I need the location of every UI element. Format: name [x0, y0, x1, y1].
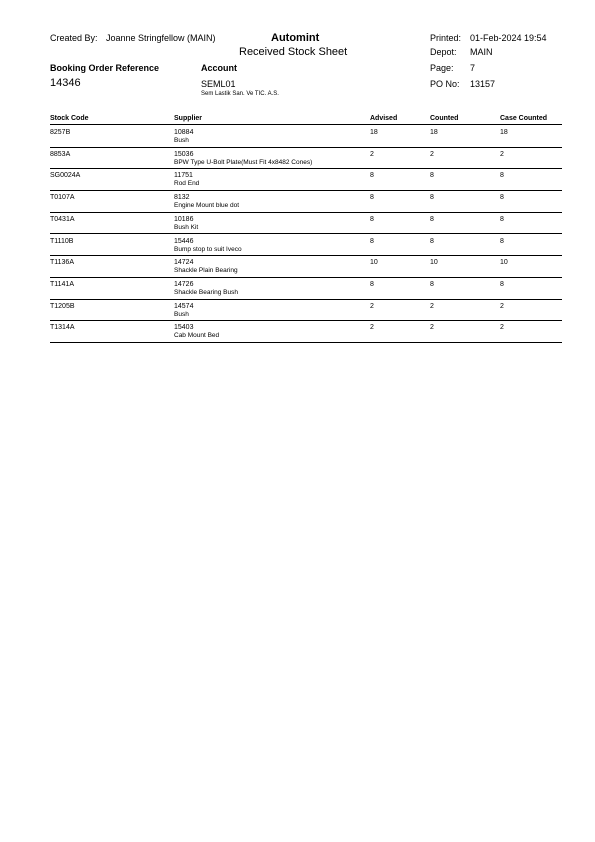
case-counted-cell: 8 [500, 280, 504, 288]
advised-cell: 8 [370, 194, 374, 202]
counted-cell: 10 [430, 259, 438, 267]
booking-ref-value: 14346 [50, 77, 81, 89]
case-counted-cell: 8 [500, 172, 504, 180]
col-case-counted: Case Counted [500, 115, 548, 122]
col-supplier: Supplier [174, 115, 203, 122]
supplier-cell: 11751 [174, 172, 193, 180]
po-label: PO No: [430, 79, 460, 89]
table-row [0, 148, 595, 170]
table-row [0, 278, 595, 300]
description-cell: BPW Type U-Bolt Plate(Must Fit 4x8482 Cones) [174, 158, 313, 166]
stock-code-cell: 8853A [50, 150, 71, 158]
supplier-cell: 14726 [174, 280, 194, 288]
case-counted-cell: 8 [500, 194, 504, 202]
case-counted-cell: 8 [500, 215, 504, 223]
table-row [0, 126, 595, 148]
supplier-cell: 15446 [174, 237, 194, 245]
row-divider [50, 342, 562, 343]
col-counted: Counted [430, 115, 459, 122]
stock-code-cell: T1314A [50, 324, 75, 332]
table-row [0, 213, 595, 235]
depot-label: Depot: [430, 47, 457, 57]
po-value: 13157 [470, 79, 496, 89]
counted-cell: 2 [430, 150, 434, 158]
table-row [0, 321, 595, 343]
advised-cell: 10 [370, 259, 378, 267]
case-counted-cell: 2 [500, 302, 504, 310]
page-label: Page: [430, 63, 454, 73]
supplier-cell: 15403 [174, 324, 194, 332]
supplier-cell: 10186 [174, 215, 194, 223]
counted-cell: 2 [430, 302, 434, 310]
description-cell: Bush [174, 137, 189, 144]
case-counted-cell: 8 [500, 237, 504, 245]
counted-cell: 2 [430, 324, 434, 332]
supplier-cell: 14574 [174, 302, 194, 310]
stock-code-cell: 8257B [50, 129, 71, 136]
counted-cell: 8 [430, 237, 434, 245]
description-cell: Bush [174, 310, 189, 318]
stock-code-cell: T1141A [50, 280, 74, 288]
stock-code-cell: T0431A [50, 215, 75, 223]
description-cell: Rod End [174, 180, 200, 188]
account-label: Account [201, 63, 237, 73]
case-counted-cell: 2 [500, 324, 504, 332]
counted-cell: 8 [430, 172, 434, 180]
stock-code-cell: T1205B [50, 302, 75, 310]
advised-cell: 8 [370, 172, 374, 180]
account-code: SEML01 [201, 79, 236, 89]
app-name: Automint [271, 32, 320, 44]
advised-cell: 8 [370, 237, 374, 245]
description-cell: Shackle Plain Bearing [174, 267, 238, 275]
table-row [0, 235, 595, 257]
table-row [0, 300, 595, 322]
description-cell: Bush Kit [174, 223, 199, 231]
created-by-label: Created By: [50, 33, 98, 43]
stock-code-cell: SG0024A [50, 172, 81, 180]
account-name: Sem Lastik San. Ve TIC. A.S. [201, 91, 279, 97]
sheet-title: Received Stock Sheet [239, 46, 348, 58]
case-counted-cell: 18 [500, 129, 508, 136]
advised-cell: 2 [370, 324, 374, 332]
depot-value: MAIN [470, 47, 493, 57]
printed-label: Printed: [430, 33, 462, 43]
col-advised: Advised [370, 115, 398, 122]
description-cell: Bump stop to suit Iveco [174, 245, 242, 253]
stock-code-cell: T1110B [50, 237, 74, 245]
printed-value: 01-Feb-2024 19:54 [470, 33, 547, 43]
table-row [0, 169, 595, 191]
advised-cell: 18 [370, 129, 378, 136]
advised-cell: 2 [370, 302, 374, 310]
advised-cell: 8 [370, 280, 374, 288]
page-value: 7 [470, 63, 476, 73]
stock-code-cell: T0107A [50, 194, 75, 202]
case-counted-cell: 10 [500, 259, 508, 267]
supplier-cell: 10884 [174, 129, 194, 136]
booking-ref-label: Booking Order Reference [50, 63, 160, 73]
description-cell: Cab Mount Bed [174, 332, 220, 340]
advised-cell: 8 [370, 215, 374, 223]
table-row [0, 256, 595, 278]
stock-code-cell: T1136A [50, 259, 74, 267]
advised-cell: 2 [370, 150, 374, 158]
case-counted-cell: 2 [500, 150, 504, 158]
header-divider [50, 124, 562, 125]
counted-cell: 8 [430, 194, 434, 202]
counted-cell: 8 [430, 215, 434, 223]
counted-cell: 18 [430, 129, 438, 136]
created-by-value: Joanne Stringfellow (MAIN) [106, 33, 216, 43]
supplier-cell: 8132 [174, 194, 190, 202]
supplier-cell: 14724 [174, 259, 194, 267]
description-cell: Engine Mount blue dot [174, 202, 240, 210]
table-row [0, 191, 595, 213]
description-cell: Shackle Bearing Bush [174, 288, 238, 296]
counted-cell: 8 [430, 280, 434, 288]
supplier-cell: 15036 [174, 150, 194, 158]
col-stock-code: Stock Code [50, 115, 89, 122]
